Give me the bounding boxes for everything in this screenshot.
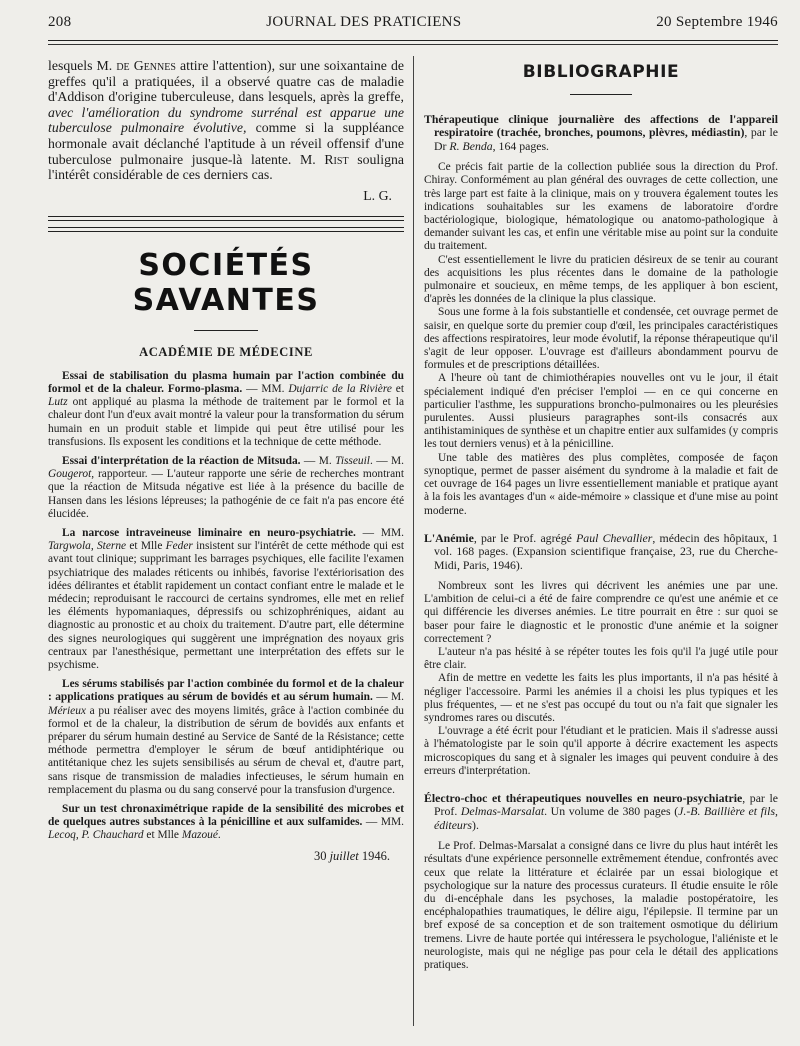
intro-paragraph: lesquels M. de Gennes attire l'attention), sur une soixantaine de greffes qu'il a pratiquées, il a observé quatre cas de maladie d'Addison d'origine tuberculeuse, dans lesquels, après la greffe, avec l'amélioration du syndrome surrénal est apparue une tuberculose pulmonaire évolutive, comme si la suppléance hormonale avait déclanché l'aptitude à un réveil offensif d'une tuberculose pulmonaire jusque-là latente. M. Rist souligna l'intérêt considérable de ces derniers cas.	[48, 58, 404, 183]
page-number: 208	[48, 14, 72, 30]
book-paragraph: Afin de mettre en vedette les faits les plus importants, il n'a pas hésité à négliger l'accessoire. Parmi les anémies il a choisi les plus typiques et les plus fréquentes, — et ne s'est pas occupé du tout ou n'a fait que signaler les syndromes rares ou discutés.	[424, 672, 778, 724]
short-rule	[194, 330, 258, 331]
report-narcose: La narcose intraveineuse liminaire en neuro-psychiatrie. — MM. Targwola, Sterne et Mlle Feder insistent sur l'intérêt de cette méthode qui est avant tout clinique; supprimant les barrages psychiques, elle facilite l'examen psychiatrique des malades réticents ou inhibés, favorise l'extériorisation des idées délirantes et établit rapidement un contact confiant entre le malade et le médecin; reproduisant le raccourci de certains syndromes, elle met en relief les éléments hypomaniaques, dépressifs ou schizophréniques, aidant au diagnostic au pronostic et au choix du traitement. D'autre part, elle détermine des signes neurologiques qui suggèrent une imprégnation des noyaux gris centraux par l'anesthésique, permettant une interprétation des effets sur le psychisme.	[48, 526, 404, 672]
book-paragraph: C'est essentiellement le livre du praticien désireux de se tenir au courant des acquisitions les plus récentes dans le domaine de la pathologie pulmonaire et soucieux, en même temps, de les appliquer à bon escient, d'après les données de la clinique la plus classique.	[424, 253, 778, 306]
header-rule	[48, 44, 778, 45]
report-mitsuda: Essai d'interprétation de la réaction de Mitsuda. — M. Tisseuil. — M. Gougerot, rapporteur. — L'auteur rapporte une série de recherches montrant que la réaction de Mitsuda négative est liée à la présence du bacille de Hansen dans les lésions lépreuses; la pathogénie de ce fait n'a pas encore été élucidée.	[48, 454, 404, 520]
session-date: 30 juillet 1946.	[313, 848, 390, 863]
column-divider	[413, 56, 414, 1026]
book-title: Thérapeutique clinique journalière des affections de l'appareil respiratoire (trachée, bronches, poumons, plèvres, médiastin), par le Dr R. Benda, 164 pages.	[424, 112, 778, 153]
report-stabilisation: Essai de stabilisation du plasma humain par l'action combinée du formol et de la chaleur. Formo-plasma. — MM. Dujarric de la Rivière et Lutz ont appliqué au plasma la méthode de traitement par le formol et la chaleur dont l'un d'eux avait montré la valeur pour la transformation du sérum humain en un produit stable et limpide qui peut être utilisé pour les transfusions. Ils exposent les conditions et la technique de cette méthode.	[48, 369, 404, 448]
book-entry-electrochoc	[424, 792, 778, 972]
book-paragraph: Une table des matières des plus complètes, composée de façon synoptique, permet de passer aisément du syndrome à la maladie et fait de cet ouvrage de 164 pages un livre essentiellement maniable et pratique ayant à la fois les avantages d'un « aide-mémoire » classique et d'une mise au point moderne.	[424, 451, 778, 517]
report-chronaximetrie: Sur un test chronaximétrique rapide de la sensibilité des microbes et de quelques autres substances à la pénicilline et aux sulfamides. — MM. Lecoq, P. Chauchard et Mlle Mazoué.	[48, 803, 404, 842]
book-paragraph: L'ouvrage a été écrit pour l'étudiant et le praticien. Mais il s'adresse aussi à l'hématologiste par le soin qu'il apporte à décrire exactement les aspects microscopiques du sang et à signaler les images qui peuvent conduire à des erreurs d'interprétation.	[424, 725, 778, 777]
journal-title: JOURNAL DES PRATICIENS	[266, 14, 462, 30]
biblio-rule	[570, 94, 632, 95]
right-column	[424, 58, 778, 986]
book-entry-therapeutique	[424, 113, 778, 518]
left-column	[48, 58, 404, 864]
running-header	[48, 14, 778, 41]
book-title: L'Anémie, par le Prof. agrégé Paul Chevallier, médecin des hôpitaux, 1 vol. 168 pages. (Expansion scientifique française, 23, rue du Cherche-Midi, Paris, 1946).	[424, 530, 778, 572]
section-rule	[48, 216, 404, 221]
author-signature: L. G.	[363, 187, 392, 203]
book-paragraph: A l'heure où tant de chimiothérapies nouvelles ont vu le jour, il était spécialement indiqué d'en préciser l'emploi — en ce qui concerne en particulier l'asthme, les suppurations broncho-pulmonaires ou les pleurésies purulentes. Aussi plusieurs paragraphes sont-ils consacrés aux antihistaminiques de synthèse et un chapitre entier aux sulfamides (y compris les tout derniers venus) et à la pénicilline.	[424, 372, 778, 451]
book-paragraph: L'auteur n'a pas hésité à se répéter toutes les fois qu'il l'a jugé utile pour être clair.	[424, 645, 778, 672]
issue-date: 20 Septembre 1946	[656, 14, 778, 30]
academy-heading: ACADÉMIE DE MÉDECINE	[139, 344, 313, 359]
book-entry-anemie	[424, 532, 778, 778]
section-title-bibliographie: BIBLIOGRAPHIE	[522, 62, 680, 82]
book-paragraph: Sous une forme à la fois substantielle et condensée, cet ouvrage permet de saisir, en quelque sorte du premier coup d'œil, les principales caractéristiques des affections respiratoires, leur mode évolutif, la réponse thérapeutique qu'il s'agit de leur opposer. L'ouvrage est d'ailleurs abondamment pourvu de formules et de prescriptions détaillées.	[424, 306, 778, 372]
report-serums: Les sérums stabilisés par l'action combinée du formol et de la chaleur : applications pratiques au sérum de bovidés et au sérum humain. — M. Mérieux a pu réaliser avec des moyens limités, grâce à l'action combinée du formol et de la chaleur, la distribution de sérum de bovidés aux enfants et préparer du sérum humain destiné au Service de Santé de la Résistance; cette méthode permettra d'employer le sérum de bœuf antidiphtérique ou antitétanique chez les sujets sensibilisés au sérum de cheval et, d'autre part, sans risque de transmission de maladies infectieuses, le sérum humain en remplacement du plasma ou du sang conservé pour la transfusion d'urgence.	[48, 678, 404, 796]
book-paragraph: Ce précis fait partie de la collection publiée sous la direction du Prof. Chiray. Conformément au plan général des ouvrages de cette collection, une très large part est faite à la clinique, mais on y trouvera également toutes les indications souhaitables sur les examens de laboratoire d'ordre bactériologique, biologique, hématologique ou anatomo-pathologique à demander suivant les cas, et enfin une véritable mise au point sur la conduite du traitement.	[424, 161, 778, 253]
section-rule-2	[48, 227, 404, 232]
book-title: Électro-choc et thérapeutiques nouvelles en neuro-psychiatrie, par le Prof. Delmas-Marsalat. Un volume de 380 pages (J.-B. Baillière et fils, éditeurs).	[424, 790, 779, 832]
section-title-societes: SOCIÉTÉS SAVANTES	[132, 247, 320, 318]
book-paragraph: Nombreux sont les livres qui décrivent les anémies une par une. L'ambition de celui-ci a été de faire comprendre ce qu'est une anémie et ce qui différencie les diverses anémies. Le titre pourrait en être : sur quoi se baser pour faire le diagnostic et le pronostic d'une anémie et la soigner correctement ?	[424, 579, 778, 645]
book-paragraph: Le Prof. Delmas-Marsalat a consigné dans ce livre du plus haut intérêt les résultats d'une expérience personnelle extrêmement étendue, confrontés avec ceux que relate la littérature et éclairée par un essai biologique et psychologique sur la nature des processus curateurs. Il étudie ensuite le rôle du di-encéphale dans les psychoses, la maladie postopératoire, les encéphalopathies traumatiques, le délire aigu, l'épilepsie. Il termine par un bref exposé de sa conception et de son traitement osmotique du délirium tremens. Livre de haute portée qui intéressera le psychologue, l'aliéniste et le neurologiste, mais qui ne néglige pas pour cela le détail des applications pratiques.	[424, 840, 778, 972]
